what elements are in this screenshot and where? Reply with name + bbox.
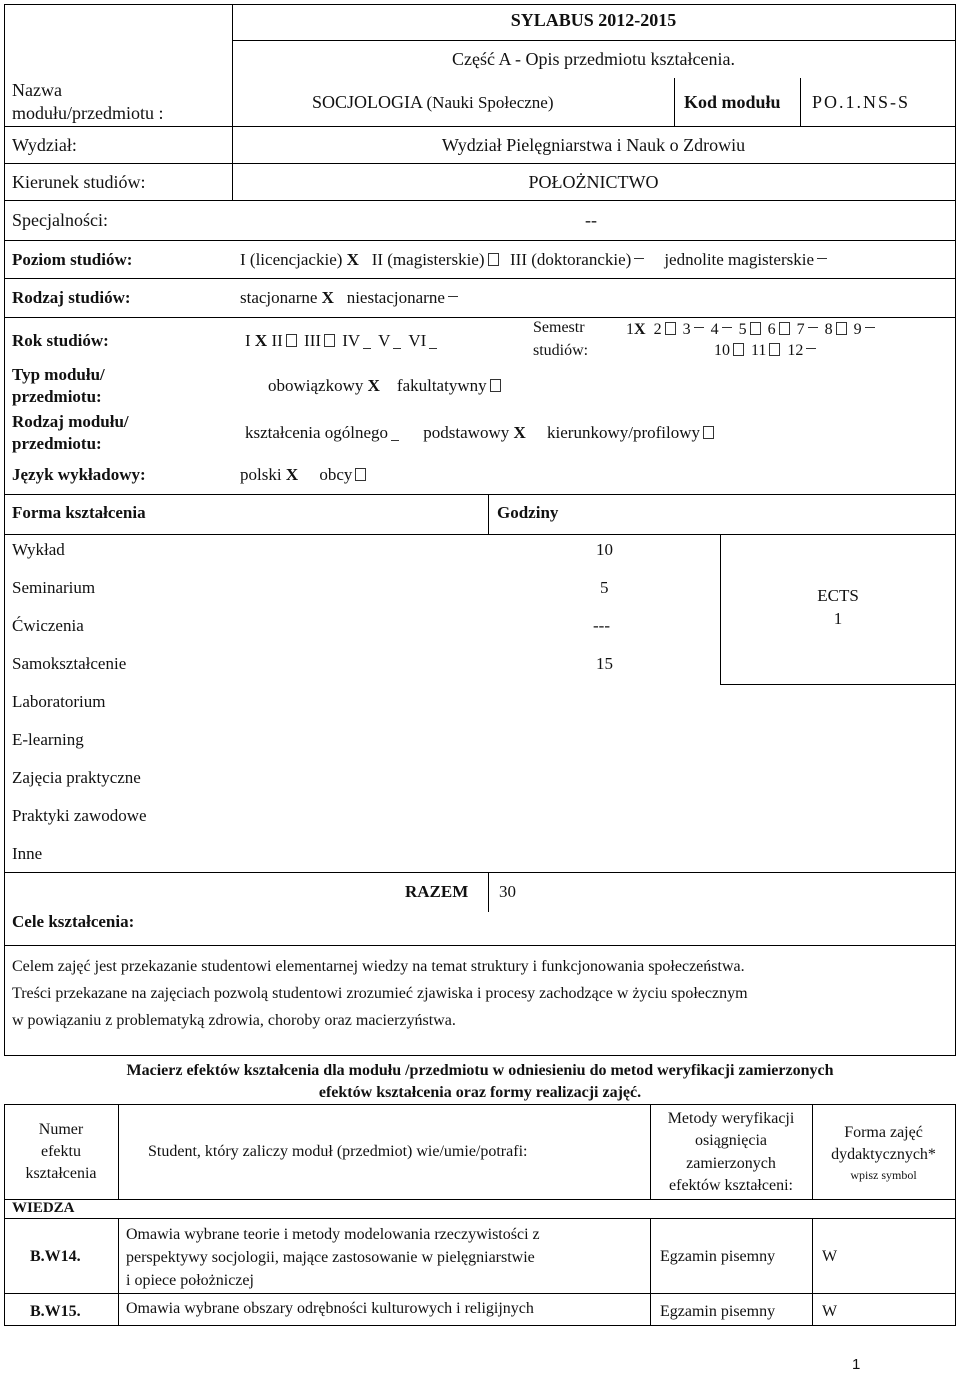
effect-text-line: i opiece położniczej [126,1272,254,1289]
hours-row-name: Ćwiczenia [12,616,84,635]
direction-label: Kierunek studiów: [12,172,146,192]
specialty-value: -- [585,210,597,230]
page-number: 1 [852,1356,861,1373]
col-number-header-1: Numer [38,1121,84,1138]
dash-icon [808,327,818,328]
checkbox-icon [769,343,780,356]
checkbox-icon [286,334,297,347]
type-label-2: przedmiotu: [12,387,102,406]
checkbox-icon [355,468,366,481]
module-code-value: PO.1.NS-S [812,92,911,112]
checkbox-icon [490,379,501,392]
hours-row-name: Wykład [12,540,65,559]
effect-text-line: Omawia wybrane obszary odrębności kulturowych i religijnych [126,1300,534,1317]
faculty-label: Wydział: [12,135,77,155]
kind-label: Rodzaj studiów: [12,288,131,307]
effect-method: Egzamin pisemny [660,1303,776,1320]
module-code-label: Kod modułu [684,92,781,112]
category-label-2: przedmiotu: [12,434,102,453]
semester-options-row1: 1X 2 3 4 5 6 7 8 9 [626,321,878,339]
module-name-label-2: modułu/przedmiotu : [12,103,164,123]
goals-text-line: Treści przekazane na zajęciach pozwolą studentowi zrozumieć zjawiska i procesy zachodzące w życiu społecznym [12,985,748,1002]
effect-form: W [822,1248,838,1265]
effect-code: B.W14. [30,1248,81,1265]
col-form-header-2: dydaktycznych* [831,1146,936,1163]
hours-row-name: Praktyki zawodowe [12,806,147,825]
year-options: I X II III IV V VI [245,331,440,351]
semester-label-1: Semestr [533,319,585,336]
dash-icon [806,348,816,349]
col-form-header-3: wpisz symbol [850,1168,917,1182]
dash-icon [363,348,371,349]
hours-row-value: --- [593,616,610,635]
dash-icon [865,327,875,328]
direction-value: POŁOŻNICTWO [528,172,659,192]
dash-icon [817,258,827,259]
hours-row-name: Laboratorium [12,692,106,711]
hours-row-name: E-learning [12,730,84,749]
language-label: Język wykładowy: [12,465,146,484]
dash-icon [391,440,399,441]
type-options: obowiązkowy X fakultatywny [268,376,504,396]
checkbox-icon [733,343,744,356]
language-options: polski X obcy [240,465,369,485]
module-name-label-1: Nazwa [12,80,62,100]
checkbox-icon [703,426,714,439]
col-number-header-2: efektu [41,1143,81,1160]
semester-label-2: studiów: [533,342,589,359]
type-label-1: Typ modułu/ [12,365,105,384]
goals-text-line: w powiązaniu z problematyką zdrowia, choroby oraz macierzyństwa. [12,1012,456,1029]
col-number-header-3: kształcenia [25,1165,97,1182]
col-description-header: Student, który zaliczy moduł (przedmiot) wie/umie/potrafi: [148,1143,528,1160]
dash-icon [722,327,732,328]
total-label: RAZEM [405,882,469,901]
effect-method: Egzamin pisemny [660,1248,776,1265]
checkbox-icon [750,322,761,335]
effect-code: B.W15. [30,1303,81,1320]
level-label: Poziom studiów: [12,250,133,269]
goals-label: Cele kształcenia: [12,912,135,931]
section-knowledge: WIEDZA [12,1200,75,1216]
part-title: Część A - Opis przedmiotu kształcenia. [452,49,735,69]
form-header: Forma kształcenia [12,503,146,522]
checkbox-icon [324,334,335,347]
effect-text-line: perspektywy socjologii, mające zastosowanie w pielęgniarstwie [126,1249,535,1266]
hours-row-name: Seminarium [12,578,96,597]
goals-text-line: Celem zajęć jest przekazanie studentowi elementarnej wiedzy na temat struktury i funkcjonowania społeczeństwa. [12,958,745,975]
level-options: I (licencjackie) X II (magisterskie) III (doktoranckie) jednolite magisterskie [240,250,830,270]
effect-text-line: Omawia wybrane teorie i metody modelowania rzeczywistości z [126,1226,540,1243]
dash-icon [634,258,644,259]
checkbox-icon [779,322,790,335]
category-options: kształcenia ogólnego podstawowy X kierunkowy/profilowy [245,423,717,443]
ects-value: 1 [833,609,843,628]
checkbox-icon [488,253,499,266]
year-label: Rok studiów: [12,331,109,350]
col-form-header-1: Forma zajęć [844,1124,923,1141]
kind-options: stacjonarne X niestacjonarne [240,288,461,308]
dash-icon [393,348,401,349]
matrix-title-2: efektów kształcenia oraz formy realizacji zajęć. [318,1084,642,1101]
hours-row-value: 15 [596,654,613,673]
semester-options-row2: 10 11 12 [714,342,819,360]
specialty-label: Specjalności: [12,210,108,230]
hours-row-value: 5 [600,578,609,597]
hours-header: Godziny [497,503,559,522]
category-label-1: Rodzaj modułu/ [12,412,129,431]
hours-row-value: 10 [596,540,613,559]
col-method-header-3: zamierzonych [686,1155,776,1172]
total-value: 30 [499,882,516,901]
ects-label: ECTS [817,586,859,605]
col-method-header-2: osiągnięcia [695,1132,767,1149]
dash-icon [694,327,704,328]
module-name-value: SOCJOLOGIA (Nauki Społeczne) [312,92,554,112]
hours-row-name: Inne [12,844,43,863]
dash-icon [448,296,458,297]
checkbox-icon [665,322,676,335]
syllabus-title: SYLABUS 2012-2015 [510,10,677,30]
effect-form: W [822,1303,838,1320]
matrix-title-1: Macierz efektów kształcenia dla modułu /przedmiotu w odniesieniu do metod weryfikacji zamierzonych [126,1062,834,1079]
faculty-value: Wydział Pielęgniarstwa i Nauk o Zdrowiu [441,135,746,155]
dash-icon [429,348,437,349]
hours-row-name: Zajęcia praktyczne [12,768,141,787]
col-method-header-1: Metody weryfikacji [667,1110,795,1127]
checkbox-icon [836,322,847,335]
hours-row-name: Samokształcenie [12,654,127,673]
col-method-header-4: efektów kształceni: [669,1177,793,1194]
